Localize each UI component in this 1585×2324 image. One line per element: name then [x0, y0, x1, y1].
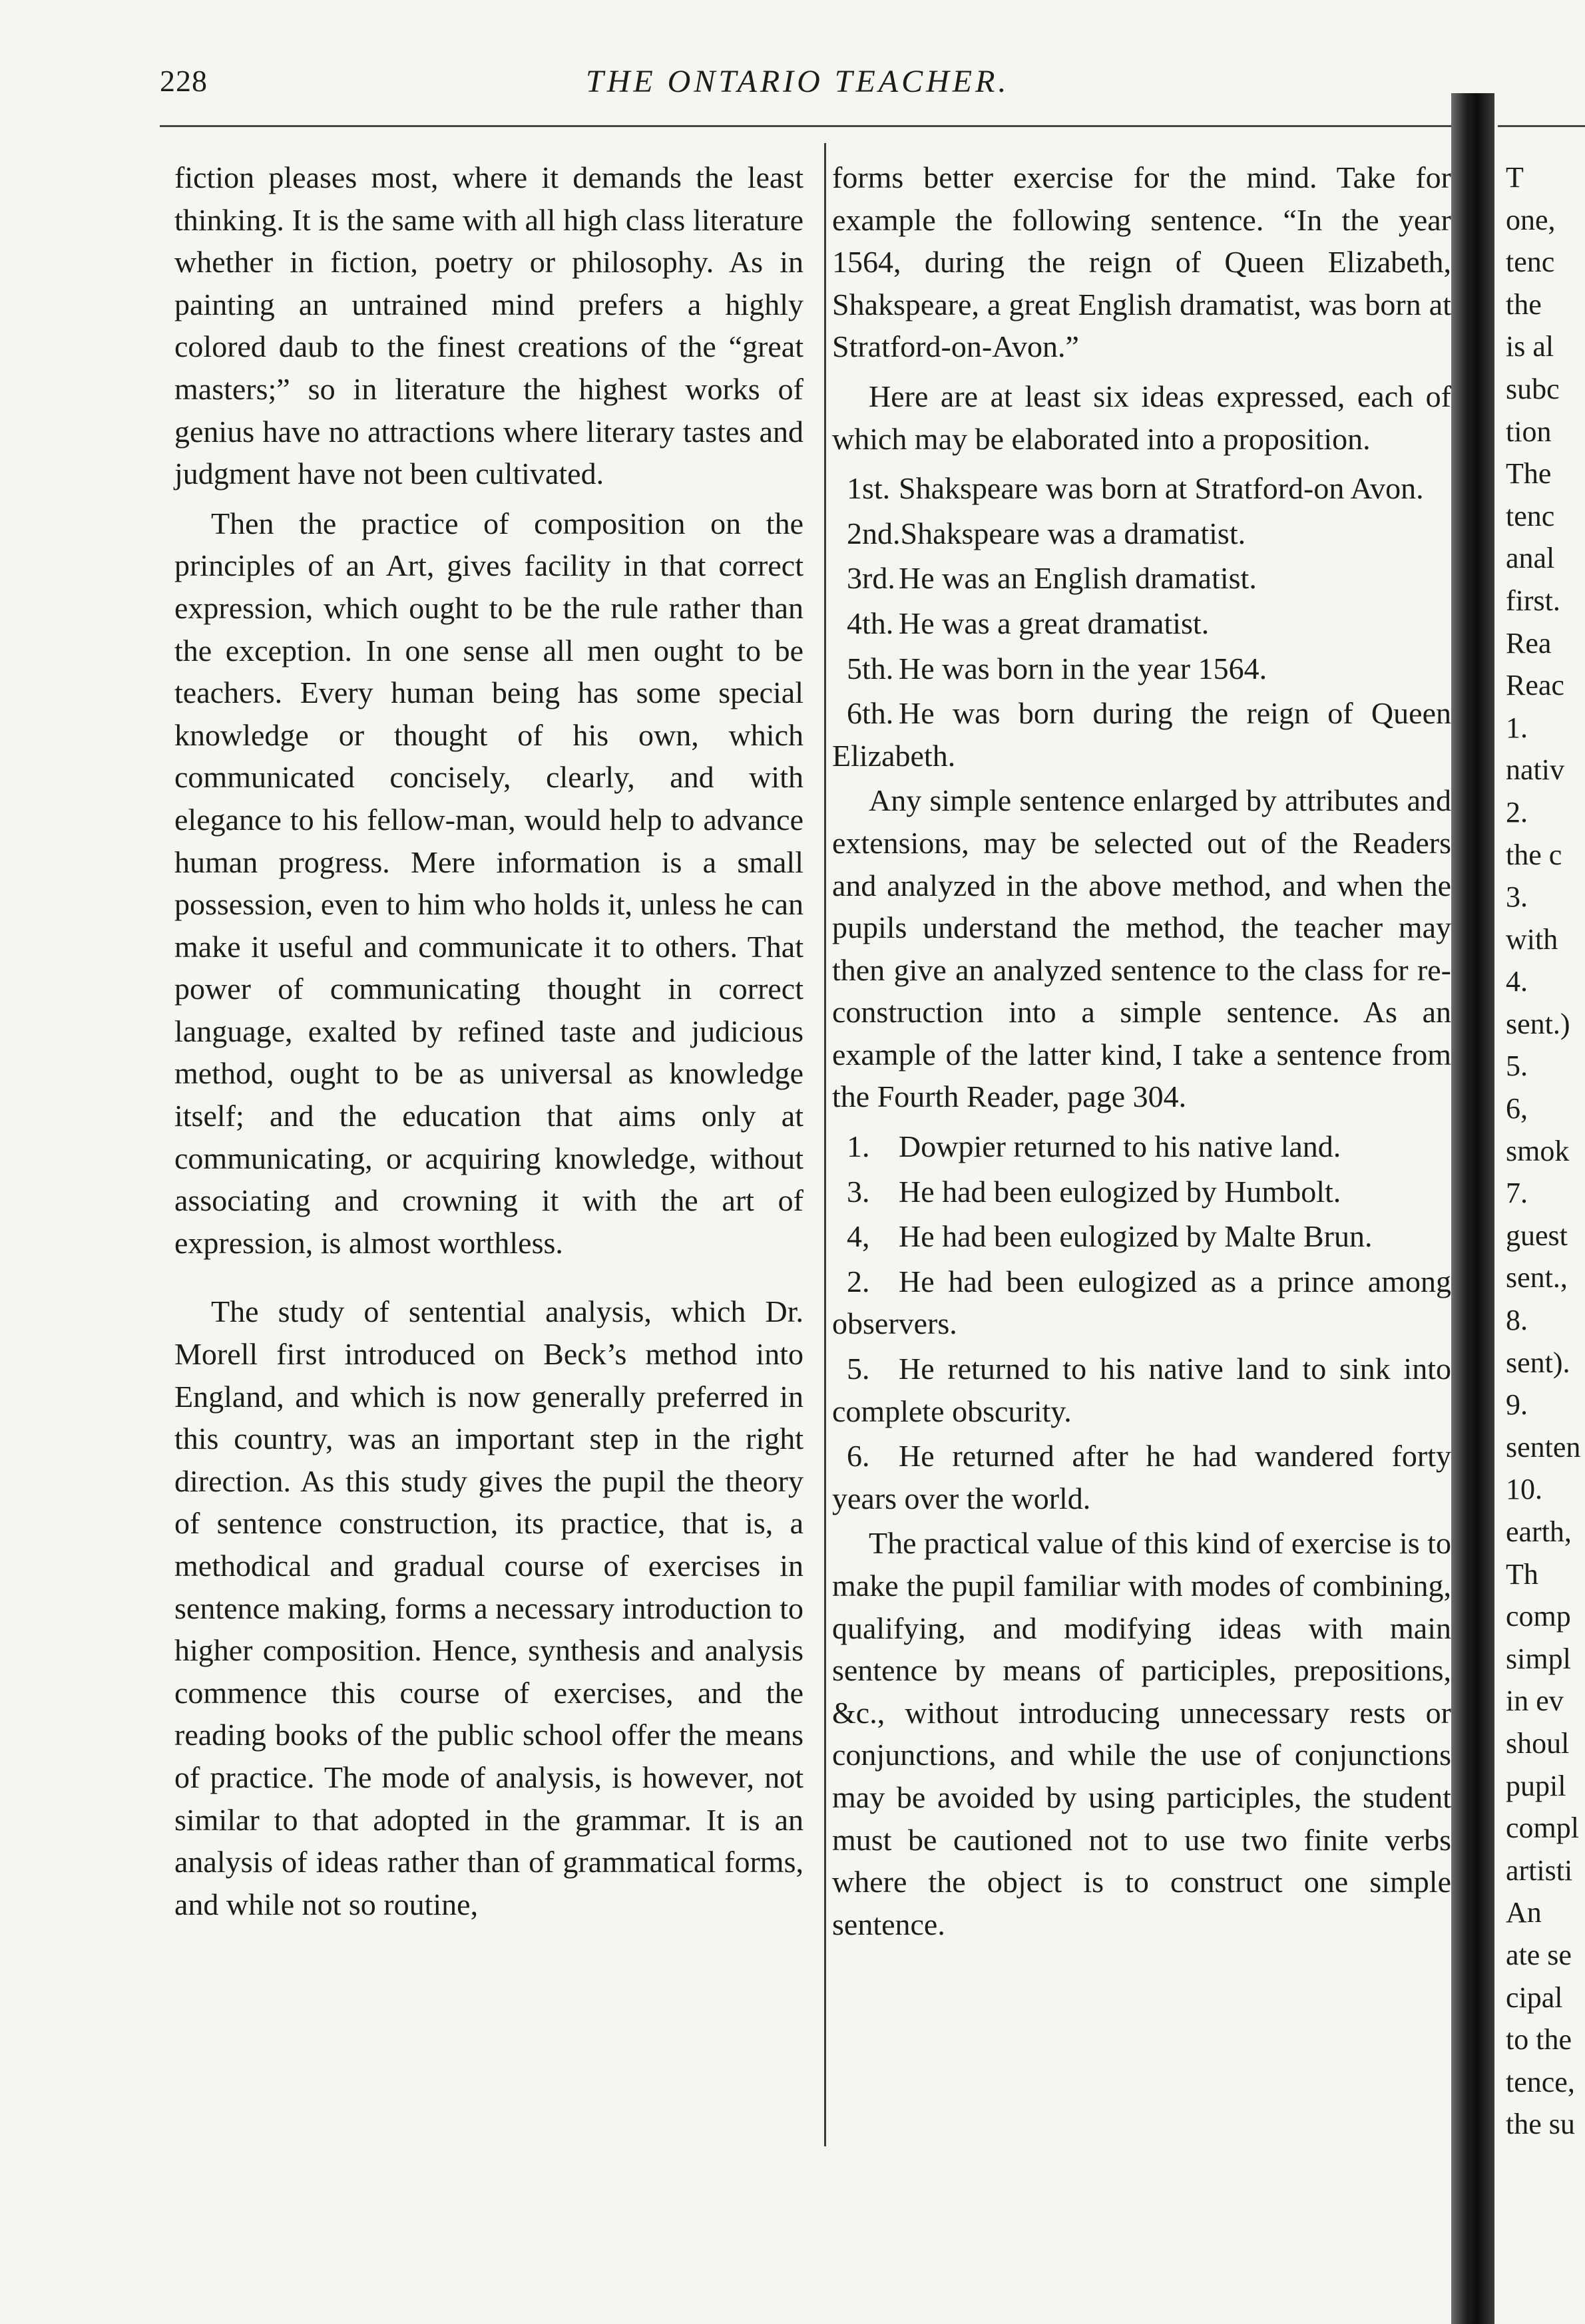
- next-page-fragment: An: [1506, 1896, 1542, 1929]
- list-number: 4,: [847, 1219, 870, 1254]
- next-page-fragment: anal: [1506, 542, 1555, 575]
- list-item: [832, 557, 1451, 600]
- next-page-fragment: nativ: [1506, 753, 1564, 787]
- next-page-fragment: 4.: [1506, 965, 1528, 998]
- list-number: 2nd.: [847, 516, 901, 550]
- paragraph: The study of sentential analysis, which Dr. Morell first introduced on Beck’s method into England, and which is now generally preferred in this country, was an important step in the right direction. As this study gives the pupil the theory of sentence construction, its practice, that is, a methodical and gradual course of exercises in sentence making, forms a necessary introduction to higher composition. Hence, synthesis and analysis commence this course of exercises, and the reading books of the public school offer the means of practice. The mode of analysis, is however, not similar to that adopted in the grammar. It is an analysis of ideas rather than of grammatical forms, and while not so routine,: [174, 1294, 803, 1921]
- list-number: 3.: [847, 1174, 870, 1209]
- column-divider: [824, 143, 826, 2146]
- list-item: [832, 467, 1451, 510]
- list-item: [832, 1215, 1451, 1258]
- paragraph: The practical value of this kind of exercise is to make the pupil familiar with modes of combining, qualifying, and modifying ideas with main sentence by means of participles, prepositions, &c., without introducing unnecessary rests or conjunctions, and while the use of conjunctions may be avoided by using participles, the student must be cautioned not to use two finite verbs where the object is to construct one simple sentence.: [832, 1526, 1451, 1941]
- next-page-fragment: senten: [1506, 1430, 1581, 1463]
- middle-column: [832, 156, 1451, 1953]
- next-page-fragment: sent.): [1506, 1007, 1570, 1040]
- list-text: He was a great dramatist.: [899, 606, 1210, 640]
- next-page-fragment: T: [1506, 161, 1524, 194]
- list-text: Shakspeare was born at Stratford-on Avon.: [899, 471, 1424, 506]
- list-number: 4th.: [847, 606, 894, 640]
- next-page-fragment: tenc: [1506, 499, 1555, 532]
- list-text: Shakspeare was a dramatist.: [900, 516, 1246, 550]
- list-number: 1.: [847, 1129, 870, 1164]
- binding-shadow: [1451, 93, 1494, 2324]
- next-page-fragment: compl: [1506, 1812, 1579, 1845]
- list-number: 6th.: [847, 696, 894, 731]
- list-item: [832, 1435, 1451, 1519]
- next-page-fragment: tence,: [1506, 2065, 1575, 2098]
- next-page-fragment: The: [1506, 457, 1552, 490]
- list-number: 5.: [847, 1352, 870, 1386]
- list-text: He was born during the reign of Queen Elizabeth.: [832, 696, 1451, 773]
- list-item: [832, 1348, 1451, 1432]
- list-item: [832, 1260, 1451, 1345]
- next-page-fragment: cipal: [1506, 1981, 1563, 2014]
- next-page-fragment: 6,: [1506, 1092, 1528, 1125]
- list-number: 6.: [847, 1439, 870, 1473]
- next-page-fragment: subc: [1506, 372, 1560, 405]
- page-number: 228: [160, 64, 208, 98]
- list-text: Dowpier returned to his native land.: [899, 1129, 1341, 1164]
- list-number: 2.: [847, 1264, 870, 1298]
- next-page-fragment: 5.: [1506, 1050, 1528, 1083]
- next-page-fragment: sent).: [1506, 1346, 1570, 1379]
- list-text: He returned to his native land to sink into complete obscurity.: [832, 1352, 1451, 1428]
- next-page-fragment: guest: [1506, 1219, 1568, 1252]
- list-item: [832, 692, 1451, 777]
- next-page-fragment: the c: [1506, 838, 1562, 871]
- next-page-fragment: artisti: [1506, 1853, 1573, 1887]
- list-text: He had been eulogized by Humbolt.: [899, 1174, 1341, 1209]
- next-page-fragment: in ev: [1506, 1684, 1564, 1718]
- next-page-fragment: 2.: [1506, 795, 1528, 829]
- list-number: 5th.: [847, 651, 894, 685]
- next-page-fragment: 10.: [1506, 1473, 1542, 1506]
- next-page-fragment: 3.: [1506, 880, 1528, 914]
- next-page-fragment: Rea: [1506, 626, 1552, 660]
- paragraph: Any simple sentence enlarged by attributes and extensions, may be selected out of the Readers and analyzed in the above method, and when the pupils understand the method, the teacher may then give an analyzed sentence to the class for re-construction into a simple sentence. As an example of the latter kind, I take a sentence from the Fourth Reader, page 304.: [832, 783, 1451, 1114]
- paragraph: forms better exercise for the mind. Take for example the following sentence. “In the year 1564, during the reign of Queen Elizabeth, Shakspeare, a great English dramatist, was born at Stratford-on-Avon.”: [832, 160, 1451, 364]
- next-page-fragment: ate se: [1506, 1938, 1572, 1971]
- next-page-fragment: comp: [1506, 1600, 1571, 1633]
- next-page-fragment: simpl: [1506, 1642, 1571, 1675]
- list-item: [832, 648, 1451, 690]
- list-text: He had been eulogized by Malte Brun.: [899, 1219, 1373, 1254]
- next-page-fragment: 9.: [1506, 1388, 1528, 1422]
- next-page-fragment: 7.: [1506, 1177, 1528, 1210]
- next-page-rule: [1498, 125, 1585, 127]
- list-item: [832, 512, 1451, 555]
- next-page-fragment: sent.,: [1506, 1261, 1568, 1294]
- list-item: [832, 1171, 1451, 1213]
- next-page-fragment: Th: [1506, 1557, 1538, 1591]
- list-number: 3rd.: [847, 561, 895, 596]
- next-page-fragment: 1.: [1506, 711, 1528, 744]
- list-text: He was born in the year 1564.: [899, 651, 1267, 685]
- proposition-list: [832, 467, 1451, 777]
- list-item: [832, 1125, 1451, 1168]
- list-text: He returned after he had wandered forty years over the world.: [832, 1439, 1451, 1515]
- list-item: [832, 602, 1451, 645]
- next-page-fragment: Reac: [1506, 669, 1564, 702]
- list-text: He had been eulogized as a prince among observers.: [832, 1264, 1451, 1341]
- next-page-fragment: smok: [1506, 1134, 1570, 1167]
- next-page-fragment: with: [1506, 922, 1558, 956]
- paragraph: fiction pleases most, where it demands the least thinking. It is the same with all high class literature whether in fiction, poetry or philosophy. As in painting an untrained mind prefers a highly colored daub to the finest creations of the “great masters;” so in literature the highest works of genius have no attractions where literary tastes and judgment have not been cultivated.: [174, 160, 803, 491]
- next-page-fragment: shoul: [1506, 1726, 1570, 1760]
- next-page-fragment: is al: [1506, 330, 1554, 363]
- next-page-edge: [1506, 156, 1585, 2146]
- sentence-list: [832, 1125, 1451, 1519]
- next-page-fragment: pupil: [1506, 1769, 1566, 1802]
- paragraph: Then the practice of composition on the principles of an Art, gives facility in that correct expression, which ought to be the rule rather than the exception. In one sense all men ought to be teachers. Every human being has some special knowledge or thought of his own, which communicated concisely, clearly, and with elegance to his fellow-man, would help to advance human progress. Mere information is a small possession, even to him who holds it, unless he can make it useful and communicate it to others. That power of communicating thought in correct language, exalted by refined taste and judicious method, ought to be as universal as knowledge itself; and the education that aims only at communicating, or acquiring knowledge, without associating and crowning it with the art of expression, is almost worthless.: [174, 506, 803, 1260]
- paragraph: Here are at least six ideas expressed, each of which may be elaborated into a proposition.: [832, 379, 1451, 456]
- next-page-fragment: tion: [1506, 415, 1552, 448]
- next-page-fragment: one,: [1506, 203, 1556, 236]
- next-page-fragment: tenc: [1506, 246, 1555, 279]
- next-page-fragment: the: [1506, 288, 1542, 321]
- next-page-fragment: 8.: [1506, 1304, 1528, 1337]
- running-head: THE ONTARIO TEACHER.: [586, 64, 1010, 99]
- header-rule: [160, 125, 1481, 127]
- next-page-fragment: the su: [1506, 2108, 1575, 2141]
- next-page-fragment: first.: [1506, 584, 1560, 617]
- next-page-fragment: earth,: [1506, 1515, 1572, 1548]
- list-number: 1st.: [847, 471, 891, 506]
- left-column: [174, 156, 803, 1933]
- next-page-fragment: to the: [1506, 2023, 1572, 2056]
- list-text: He was an English dramatist.: [899, 561, 1257, 596]
